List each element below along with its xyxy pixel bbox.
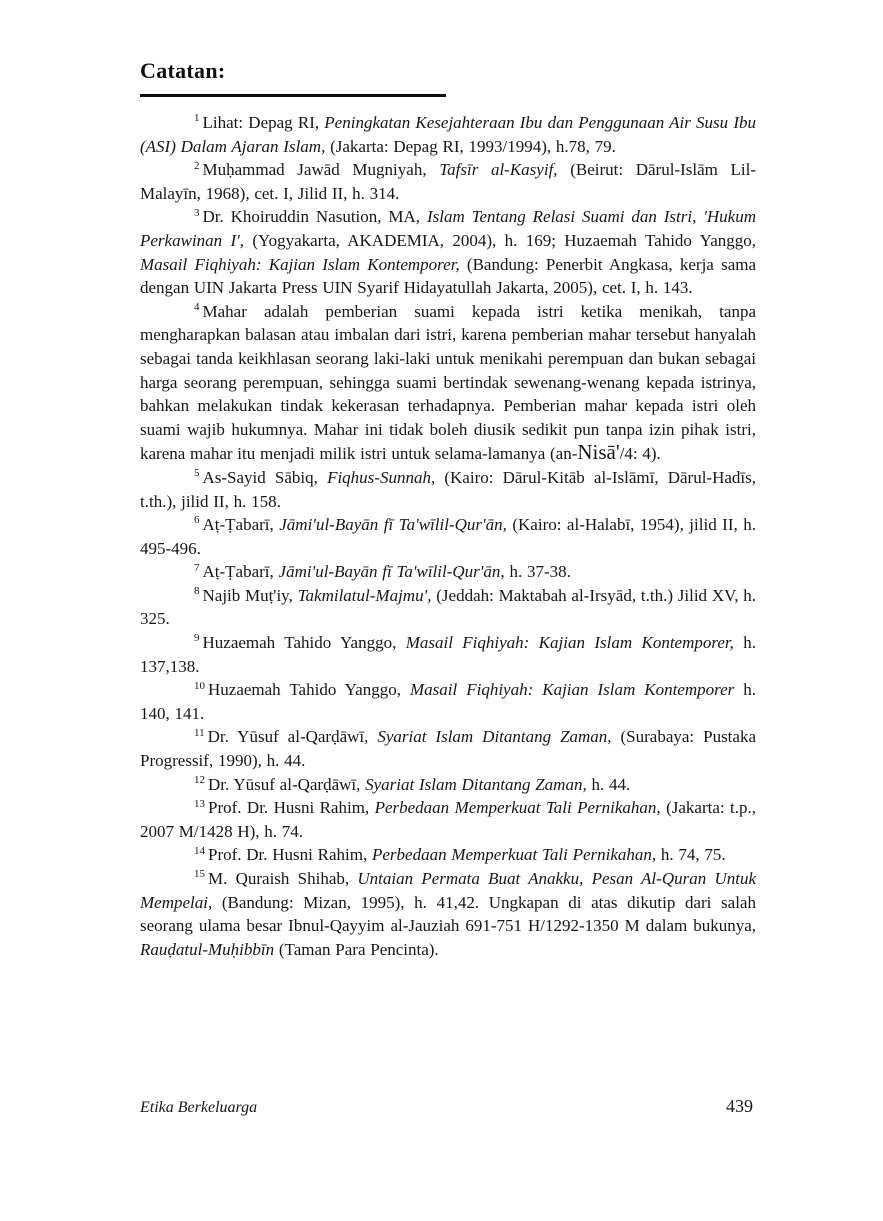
footnote-15	[140, 867, 756, 961]
footnote-2	[140, 158, 756, 205]
note-text-segment: Lihat: Depag RI,	[202, 113, 325, 132]
note-text-segment: (Bandung: Mizan, 1995), h. 41,42. Ungkapan di atas dikutip dari salah seorang ulama besar Ibnul-Qayyim al-Jauziah 691-751 H/1292-1350 M dalam bukunya,	[140, 892, 756, 936]
footnote-1	[140, 111, 756, 158]
note-text-segment: Prof. Dr. Husni Rahim,	[208, 798, 375, 818]
note-text-segment: h. 44.	[591, 774, 631, 794]
note-title-segment: Tafsīr al-Kasyif,	[439, 160, 571, 180]
note-text-segment: Huzaemah Tahido Yanggo,	[208, 680, 411, 700]
note-title-segment: Peningkatan Kesejahteraan Ibu dan Penggunaan Air Susu Ibu (ASI) Dalam Ajaran Islam,	[140, 113, 757, 156]
footnote-4	[140, 300, 756, 466]
note-text-segment: Aṭ-Ṭabarī,	[202, 515, 280, 535]
note-text-segment: h. 74, 75.	[660, 845, 726, 865]
note-text-segment: Prof. Dr. Husni Rahim,	[208, 845, 372, 865]
footnote-number: 6	[194, 514, 200, 527]
note-title-segment: Masail Fiqhiyah: Kajian Islam Kontemporer,	[140, 254, 467, 274]
footnote-number: 3	[194, 206, 200, 219]
notes-list	[140, 111, 756, 961]
note-text-segment: (Taman Para Pencinta).	[278, 939, 439, 959]
note-title-segment: Takmilatul-Majmu',	[297, 585, 437, 605]
note-title-segment: Masail Fiqhiyah: Kajian Islam Kontemporer	[410, 680, 744, 700]
note-text-segment: (Beirut: Dārul-Islām Lil-Malayīn, 1968), cet. I, Jilid II, h. 314.	[140, 160, 756, 203]
note-text-segment: (Surabaya: Pustaka Progressif, 1990), h. 44.	[140, 727, 756, 771]
page-footer	[140, 1096, 753, 1117]
footnote-12	[140, 773, 756, 797]
note-text-segment: (Jeddah: Maktabah al-Irsyād, t.th.) Jilid XV, h. 325.	[140, 585, 757, 629]
footer-page-number: 439	[726, 1096, 753, 1116]
footnote-3	[140, 205, 756, 299]
footnote-14	[140, 843, 756, 867]
note-text-segment: h. 37-38.	[509, 562, 571, 582]
note-text-segment: (Kairo: al-Halabī, 1954), jilid II, h. 495-496.	[140, 515, 756, 558]
note-text-segment: (Jakarta: t.p., 2007 M/1428 H), h. 74.	[140, 798, 756, 841]
footnote-number: 8	[194, 585, 200, 598]
note-title-segment: Perbedaan Memperkuat Tali Pernikahan,	[374, 798, 667, 818]
footnote-5	[140, 466, 756, 513]
note-text-segment: Dr. Khoiruddin Nasution, MA,	[202, 207, 427, 227]
footnote-number: 14	[194, 844, 205, 857]
note-title-segment: Untaian Permata Buat Anakku, Pesan Al-Quran Untuk Mempelai,	[140, 869, 756, 912]
note-title-segment: Masail Fiqhiyah: Kajian Islam Kontemporer,	[405, 633, 744, 653]
footnote-11	[140, 725, 756, 772]
note-text-segment: Mahar adalah pemberian suami kepada istri ketika menikah, tanpa mengharapkan balasan atau imbalan dari istri, karena pemberian mahar tersebut hanyalah sebagai tanda keikhlasan seorang laki-laki untuk menikahi perempuan dan bukan sebagai harga seorang perempuan, sehingga suami bertindak sewenang-wenang kepada istrinya, bahkan melakukan tindak kekerasan terhadapnya. Pemberian mahar kepada istri oleh suami wajib hukumnya. Mahar ini tidak boleh diusik sedikit pun tanpa izin pihak istri, karena mahar itu menjadi milik istri untuk selama-lamanya (an-	[140, 301, 756, 464]
footnote-13	[140, 796, 756, 843]
note-title-segment: Islam Tentang Relasi Suami dan Istri, 'Hukum Perkawinan I',	[140, 207, 756, 250]
footnote-number: 5	[194, 467, 200, 480]
footnote-number: 1	[194, 112, 200, 125]
heading-rule	[140, 94, 446, 97]
footnote-9	[140, 631, 756, 678]
note-text-segment: Aṭ-Ṭabarī,	[202, 562, 279, 582]
note-text-segment: Muḥammad Jawād Mugniyah,	[202, 160, 440, 180]
note-text-segment: Huzaemah Tahido Yanggo,	[202, 633, 406, 653]
note-title-segment: Syariat Islam Ditantang Zaman,	[365, 774, 592, 794]
notes-heading: Catatan:	[140, 58, 226, 83]
note-text-segment: h. 140, 141.	[140, 680, 756, 723]
note-text-segment: (Bandung: Penerbit Angkasa, kerja sama dengan UIN Jakarta Press UIN Syarif Hidayatullah Jakarta, 2005), cet. I, h. 143.	[140, 254, 757, 298]
note-text-segment: Dr. Yūsuf al-Qarḍāwī,	[207, 727, 378, 747]
note-title-segment: Fiqhus-Sunnah,	[327, 467, 445, 487]
footnote-6	[140, 513, 756, 560]
note-title-segment: Rauḍatul-Muḥibbīn	[140, 939, 279, 959]
note-title-segment: Syariat Islam Ditantang Zaman,	[377, 727, 621, 747]
note-text-segment: Najib Muṭ'iy,	[202, 585, 298, 605]
note-text-segment: M. Quraish Shihab,	[208, 869, 358, 888]
footnote-number: 15	[194, 868, 205, 881]
footnote-10	[140, 678, 756, 725]
footnote-number: 2	[194, 159, 200, 172]
note-text-segment: Dr. Yūsuf al-Qarḍāwī,	[208, 774, 366, 794]
footnote-8	[140, 584, 756, 631]
note-text-segment: h. 137,138.	[140, 633, 756, 676]
footnote-number: 13	[194, 797, 205, 810]
footnote-number: 9	[194, 632, 200, 645]
note-text-segment: /4: 4).	[619, 444, 661, 464]
footnote-number: 11	[194, 726, 205, 739]
note-title-segment: Jāmi'ul-Bayān fī Ta'wīlil-Qur'ān,	[279, 515, 513, 535]
note-text-segment: (Yogyakarta, AKADEMIA, 2004), h. 169; Huzaemah Tahido Yanggo,	[252, 230, 756, 250]
footnote-number: 12	[194, 773, 205, 786]
footnote-number: 7	[194, 561, 200, 574]
note-title-segment: Perbedaan Memperkuat Tali Pernikahan,	[371, 845, 661, 865]
footnote-number: 4	[194, 301, 200, 314]
note-text-segment: As-Sayid Sābiq,	[202, 467, 328, 487]
note-title-segment: Jāmi'ul-Bayān fī Ta'wīlil-Qur'ān,	[278, 562, 510, 582]
note-text-segment: (Kairo: Dārul-Kitāb al-Islāmī, Dārul-Hadīs, t.th.), jilid II, h. 158.	[140, 467, 756, 511]
footnote-7	[140, 560, 756, 584]
note-text-segment: (Jakarta: Depag RI, 1993/1994), h.78, 79.	[330, 136, 616, 156]
footer-book-title: Etika Berkeluarga	[140, 1099, 258, 1116]
footnote-number: 10	[194, 679, 205, 692]
page-content	[140, 58, 756, 961]
note-text-segment: Nisā'	[577, 440, 620, 465]
